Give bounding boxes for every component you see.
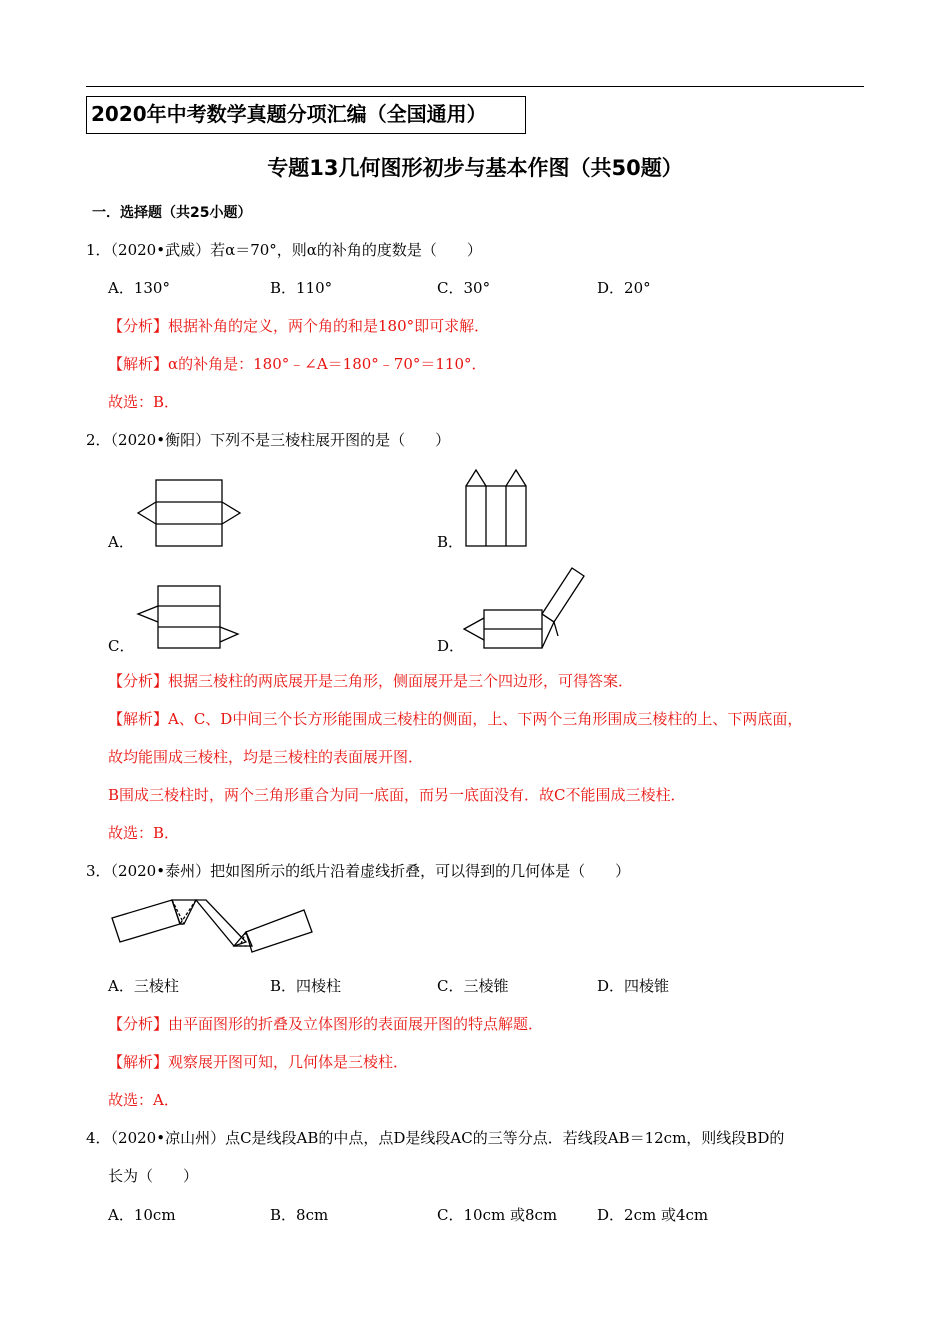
page-title: 专题13几何图形初步与基本作图（共50题） xyxy=(267,156,683,180)
q2-figure-a xyxy=(136,478,242,548)
q4-option-b: B．8cm xyxy=(270,1206,329,1224)
q3-option-a: A．三棱柱 xyxy=(108,977,179,995)
section-heading: 一．选择题（共25小题） xyxy=(92,205,252,221)
q2-figure-c xyxy=(136,584,242,650)
q2-solution-line-3: B围成三棱柱时，两个三角形重合为同一底面，而另一底面没有．故C不能围成三棱柱． xyxy=(108,786,686,804)
q2-answer: 故选：B． xyxy=(108,824,180,842)
q1-analysis: 【分析】根据补角的定义，两个角的和是180°即可求解． xyxy=(108,317,490,335)
q3-option-d: D．四棱锥 xyxy=(597,977,670,995)
q3-answer: 故选：A． xyxy=(108,1091,179,1109)
q4-stem-line-1: 4．（2020•凉山州）点C是线段AB的中点，点D是线段AC的三等分点．若线段AB＝12cm，则线段BD的 xyxy=(86,1129,785,1147)
q2-figure-b xyxy=(464,468,528,550)
q1-solution: 【解析】α的补角是：180°﹣∠A＝180°﹣70°＝110°． xyxy=(108,355,487,373)
q4-option-a: A．10cm xyxy=(108,1206,176,1224)
q1-option-b: B．110° xyxy=(270,279,333,297)
q3-analysis: 【分析】由平面图形的折叠及立体图形的表面展开图的特点解题． xyxy=(108,1015,544,1033)
q2-solution-line-2: 故均能围成三棱柱，均是三棱柱的表面展开图． xyxy=(108,748,424,766)
q4-option-d: D．2cm 或4cm xyxy=(597,1206,709,1224)
q2-option-d: D． xyxy=(437,637,465,655)
q4-option-c: C．10cm 或8cm xyxy=(437,1206,558,1224)
q3-stem: 3．（2020•泰州）把如图所示的纸片沿着虚线折叠，可以得到的几何体是（ ） xyxy=(86,862,631,880)
q2-option-c: C． xyxy=(108,637,135,655)
q1-answer: 故选：B． xyxy=(108,393,180,411)
q1-option-c: C．30° xyxy=(437,279,491,297)
top-rule xyxy=(86,86,864,87)
q2-option-b: B． xyxy=(437,533,464,551)
q2-solution-line-1: 【解析】A、C、D中间三个长方形能围成三棱柱的侧面，上、下两个三角形围成三棱柱的上、下两底面， xyxy=(108,710,803,728)
q3-fold-figure xyxy=(110,894,316,958)
series-banner: 2020年中考数学真题分项汇编（全国通用） xyxy=(86,96,526,134)
q1-stem: 1．（2020•武威）若α＝70°，则α的补角的度数是（ ） xyxy=(86,241,482,259)
q1-option-d: D．20° xyxy=(597,279,651,297)
q2-option-a: A． xyxy=(108,533,134,551)
q2-stem: 2．（2020•衡阳）下列不是三棱柱展开图的是（ ） xyxy=(86,431,451,449)
q3-option-c: C．三棱锥 xyxy=(437,977,509,995)
q3-option-b: B．四棱柱 xyxy=(270,977,342,995)
q1-option-a: A．130° xyxy=(108,279,170,297)
q2-figure-d xyxy=(462,566,588,652)
q3-solution: 【解析】观察展开图可知，几何体是三棱柱． xyxy=(108,1053,409,1071)
q2-analysis: 【分析】根据三棱柱的两底展开是三角形，侧面展开是三个四边形，可得答案． xyxy=(108,672,634,690)
q4-stem-line-2: 长为（ ） xyxy=(108,1167,199,1185)
